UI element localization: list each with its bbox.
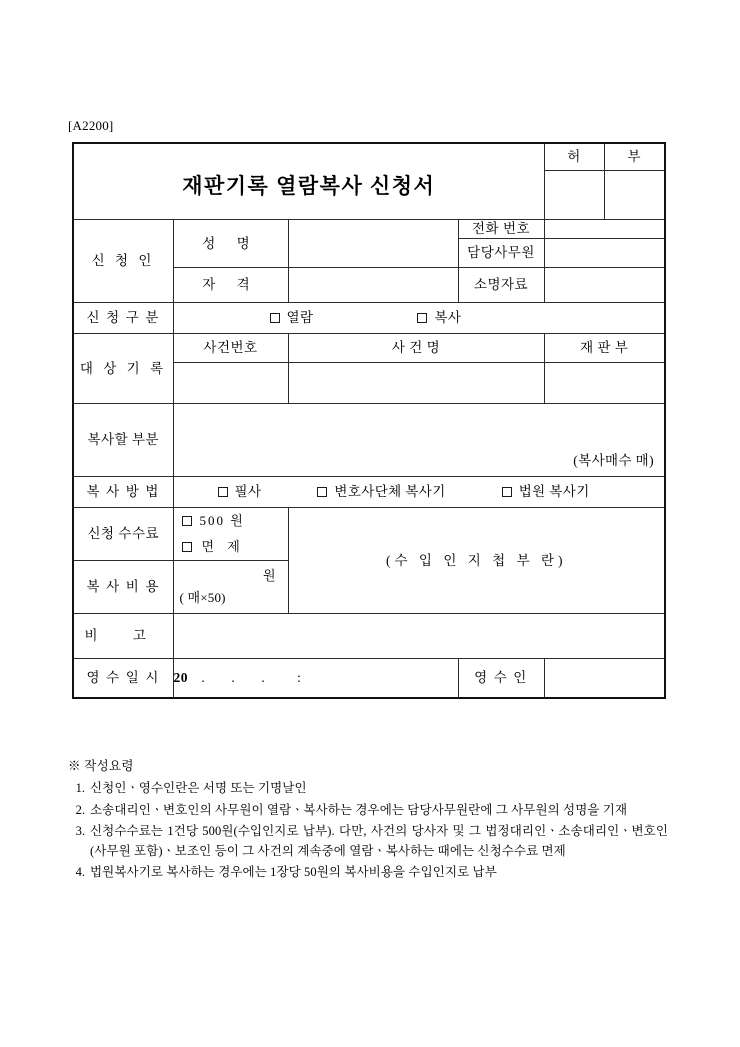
target-record-court-header: 재 판 부	[544, 334, 665, 363]
applicant-phone-value[interactable]	[544, 220, 665, 239]
instruction-item	[68, 821, 668, 862]
applicant-name-row	[73, 220, 665, 239]
copy-method-option-bar-association-label: 변호사단체 복사기	[334, 484, 446, 500]
target-record-court-value[interactable]	[544, 363, 665, 404]
copy-method-row	[73, 477, 665, 508]
receipt-dot-2: .	[231, 670, 235, 686]
applicant-section-label: 신 청 인	[73, 220, 173, 303]
approval-deny-header: 부	[604, 143, 665, 171]
page-title: 재판기록 열람복사 신청서	[182, 174, 436, 199]
applicant-clerk-value[interactable]	[544, 239, 665, 268]
instruction-text: 신청수수료는 1건당 500원(수입인지로 납부). 다만, 사건의 당사자 및 그 법정대리인ㆍ소송대리인ㆍ변호인(사무원 포함)ㆍ보조인 등이 그 사건의 계속중에 열람ㆍ복사하는 때에는 신청수수료 면제	[90, 823, 668, 858]
checkbox-icon[interactable]	[182, 516, 192, 526]
approval-permit-header: 허	[544, 143, 604, 171]
request-type-label: 신 청 구 분	[73, 303, 173, 334]
target-record-case-number-value[interactable]	[173, 363, 288, 404]
instruction-text: 소송대리인ㆍ변호인의 사무원이 열람ㆍ복사하는 경우에는 담당사무원란에 그 사무원의 성명을 기재	[90, 802, 628, 817]
receiver-label: 영 수 인	[458, 659, 544, 699]
application-fee-option-exempt-label: 면 제	[201, 539, 245, 555]
application-fee-row	[73, 508, 665, 561]
receipt-date-label: 영 수 일 시	[73, 659, 173, 699]
copy-part-row	[73, 404, 665, 477]
checkbox-icon[interactable]	[502, 487, 512, 497]
form-code: [A2200]	[68, 118, 114, 133]
copy-method-label: 복 사 방 법	[73, 477, 173, 508]
target-record-case-name-value[interactable]	[288, 363, 544, 404]
copy-method-options	[173, 477, 665, 508]
copy-method-option-handwriting-label: 필사	[234, 484, 262, 500]
applicant-evidence-label: 소명자료	[458, 268, 544, 303]
target-record-case-name-header: 사 건 명	[288, 334, 544, 363]
copy-method-option-bar-association[interactable]	[317, 483, 445, 501]
receipt-year-prefix: 20	[173, 670, 188, 686]
instructions-block	[68, 756, 668, 884]
instruction-number: 4.	[75, 865, 85, 880]
remarks-value[interactable]	[173, 614, 665, 659]
remarks-label: 비 고	[73, 614, 173, 659]
request-type-row	[73, 303, 665, 334]
receipt-row	[73, 659, 665, 699]
form-title-cell	[73, 143, 544, 220]
receipt-colon: :	[297, 670, 301, 686]
checkbox-icon[interactable]	[270, 313, 280, 323]
revenue-stamp-area[interactable]: (수 입 인 지 첩 부 란)	[288, 508, 665, 614]
applicant-evidence-value[interactable]	[544, 268, 665, 303]
instruction-item	[68, 862, 668, 882]
request-type-options	[173, 303, 665, 334]
instruction-item	[68, 800, 668, 820]
applicant-name-label: 성 명	[173, 220, 288, 268]
application-fee-option-500[interactable]	[174, 508, 288, 534]
application-fee-options	[173, 508, 288, 561]
target-record-header-row	[73, 334, 665, 363]
applicant-qualification-value[interactable]	[288, 268, 458, 303]
copy-method-option-court-copier[interactable]	[502, 483, 590, 501]
approval-deny-cell[interactable]	[604, 171, 665, 220]
checkbox-icon[interactable]	[218, 487, 228, 497]
instruction-number: 2.	[75, 802, 85, 817]
request-type-option-view-label: 열람	[286, 310, 314, 326]
copy-cost-calc-label: ( 매×50)	[179, 590, 226, 606]
applicant-phone-label: 전화 번호	[458, 220, 544, 239]
checkbox-icon[interactable]	[317, 487, 327, 497]
copy-cost-value-cell[interactable]	[173, 561, 288, 614]
instruction-number: 1.	[75, 781, 85, 796]
receipt-dot-3: .	[261, 670, 265, 686]
remarks-row	[73, 614, 665, 659]
copy-count-note: (복사매수 매)	[573, 453, 655, 468]
application-form-table	[72, 142, 666, 699]
applicant-clerk-label: 담당사무원	[458, 239, 544, 268]
instruction-text: 신청인ㆍ영수인란은 서명 또는 기명날인	[90, 781, 307, 796]
request-type-option-copy-label: 복사	[434, 310, 462, 326]
copy-part-label: 복사할 부분	[73, 404, 173, 477]
copy-cost-label: 복 사 비 용	[73, 561, 173, 614]
instruction-item	[68, 778, 668, 798]
title-row	[73, 143, 665, 171]
receipt-date-value[interactable]	[173, 659, 458, 699]
applicant-name-value[interactable]	[288, 220, 458, 268]
copy-method-option-handwriting[interactable]	[218, 483, 262, 501]
receipt-dot-1: .	[201, 670, 205, 686]
applicant-qualification-label: 자 격	[173, 268, 288, 303]
checkbox-icon[interactable]	[182, 542, 192, 552]
application-fee-option-exempt[interactable]	[174, 534, 288, 560]
instruction-text: 법원복사기로 복사하는 경우에는 1장당 50원의 복사비용을 수입인지로 납부	[90, 865, 497, 880]
application-fee-option-500-label: 500 원	[199, 513, 245, 529]
approval-permit-cell[interactable]	[544, 171, 604, 220]
request-type-option-view[interactable]	[270, 309, 314, 327]
receiver-value[interactable]	[544, 659, 665, 699]
target-record-case-number-header: 사건번호	[173, 334, 288, 363]
copy-part-value-cell[interactable]	[173, 404, 665, 477]
request-type-option-copy[interactable]	[417, 309, 461, 327]
instructions-heading: ※ 작성요령	[68, 759, 134, 773]
copy-method-option-court-copier-label: 법원 복사기	[518, 484, 590, 500]
instruction-number: 3.	[75, 823, 85, 838]
application-fee-label: 신청 수수료	[73, 508, 173, 561]
target-record-label: 대 상 기 록	[73, 334, 173, 404]
copy-cost-won-label: 원	[262, 568, 276, 584]
checkbox-icon[interactable]	[417, 313, 427, 323]
